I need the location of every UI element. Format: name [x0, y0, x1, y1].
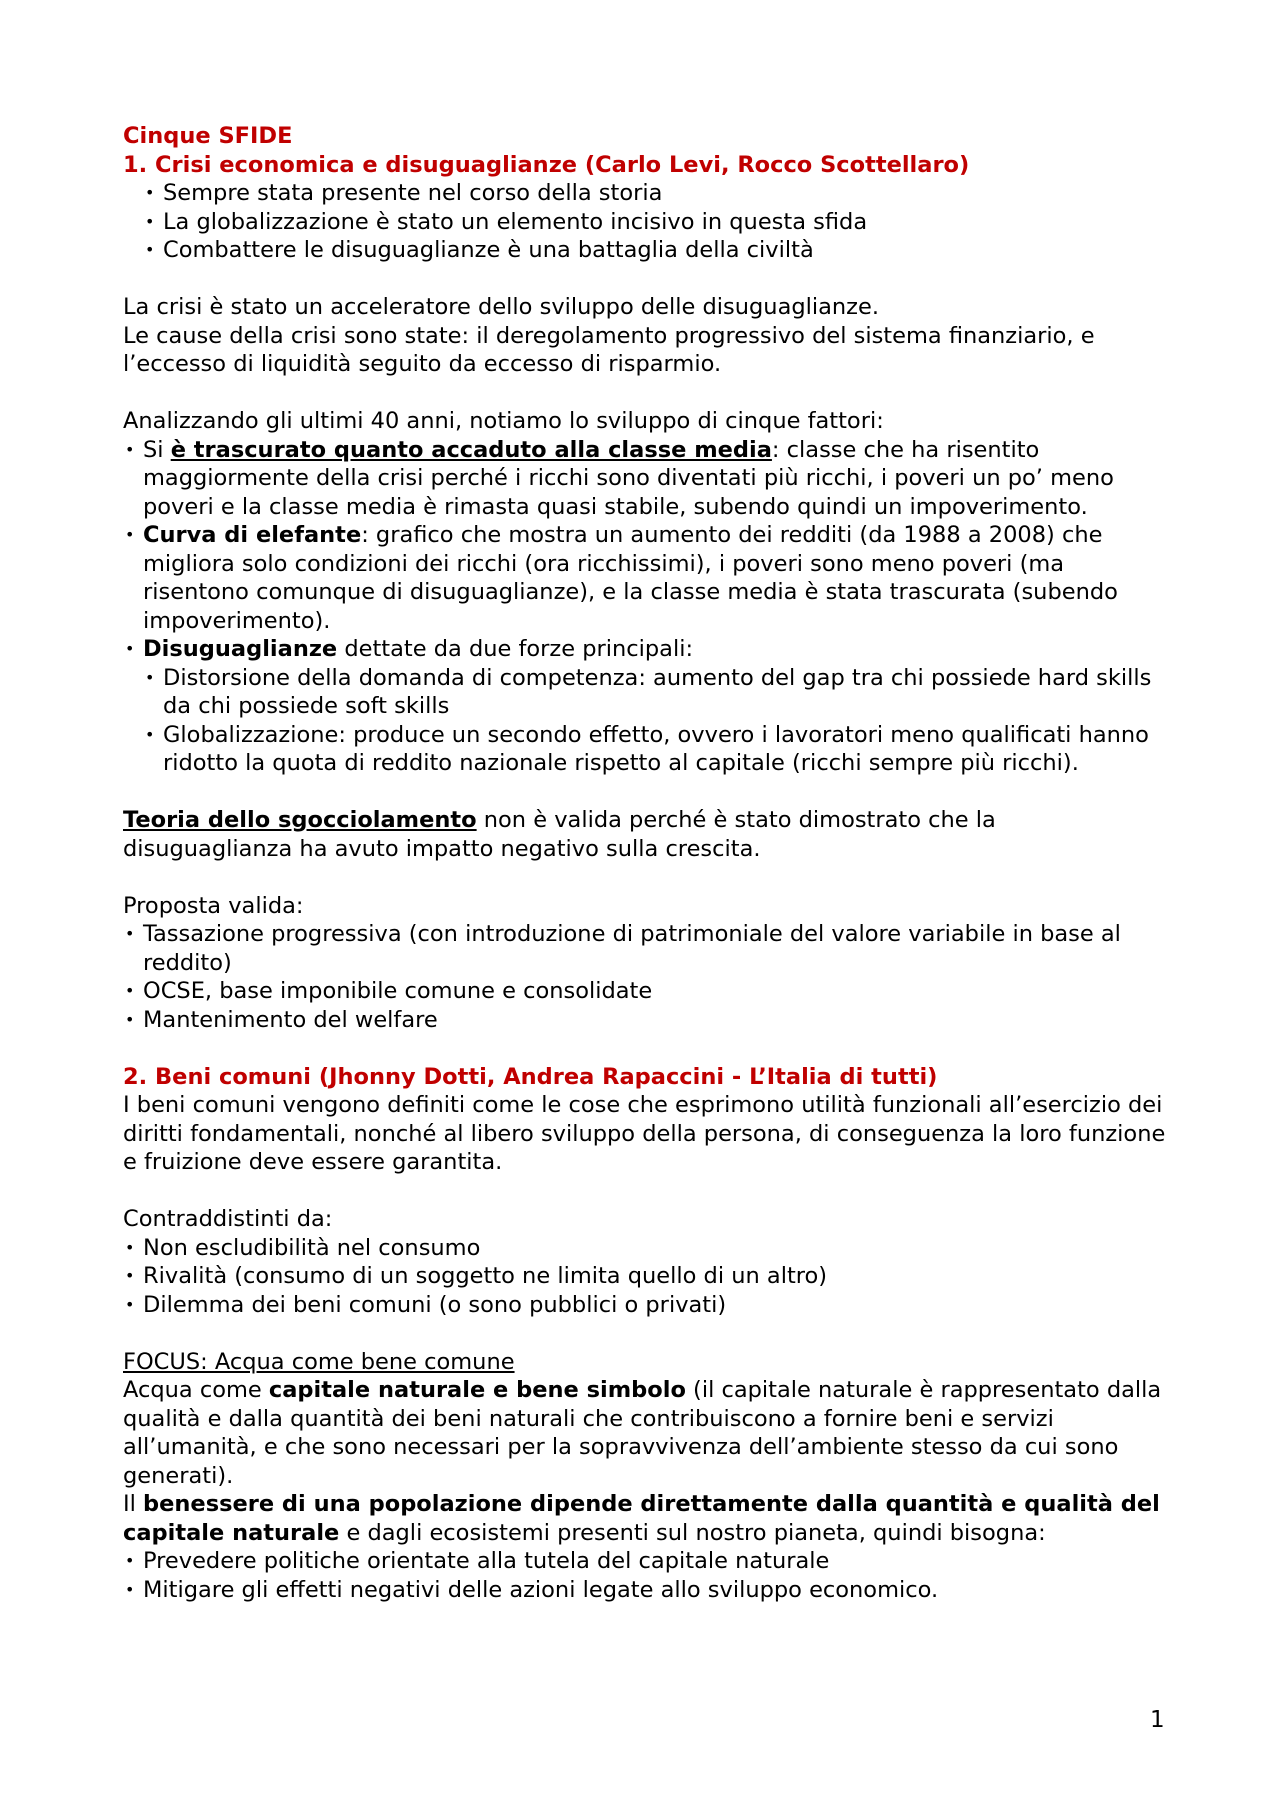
- actions-list: [123, 1547, 1168, 1604]
- proposal-label: Proposta valida:: [123, 892, 304, 919]
- section2-heading: 2. Beni comuni (Jhonny Dotti, Andrea Rapaccini - L’Italia di tutti): [123, 1063, 938, 1090]
- section1-heading: 1. Crisi economica e disuguaglianze (Carlo Levi, Rocco Scottellaro): [123, 151, 970, 178]
- list-item: • Rivalità (consumo di un soggetto ne limita quello di un altro): [123, 1262, 1168, 1291]
- list-item: • Globalizzazione: produce un secondo effetto, ovvero i lavoratori meno qualificati hanno ridotto la quota di reddito nazionale rispetto al capitale (ricchi sempre più ricchi).: [123, 721, 1168, 778]
- bold-term: capitale naturale e bene simbolo: [268, 1377, 686, 1403]
- page-number: 1: [1150, 1707, 1165, 1733]
- proposals-list: [123, 920, 1168, 1034]
- list-item: • Mantenimento del welfare: [123, 1006, 1168, 1035]
- focus-label: FOCUS: Acqua come bene comune: [123, 1348, 515, 1375]
- list-item: • OCSE, base imponibile comune e consolidate: [123, 977, 1168, 1006]
- paragraph-crisis-accelerator: La crisi è stato un acceleratore dello sviluppo delle disuguaglianze.: [123, 294, 879, 320]
- paragraph-water: Acqua come capitale naturale e bene simbolo (il capitale naturale è rappresentato dalla qualità e dalla quantità dei beni naturali che contribuiscono a fornire beni e servizi all’umanità, e che sono necessari per la sopravvivenza dell’ambiente stesso da cui sono generati).: [123, 1377, 1162, 1489]
- list-item: • Non escludibilità nel consumo: [123, 1234, 1168, 1263]
- paragraph-factors-intro: Analizzando gli ultimi 40 anni, notiamo lo sviluppo di cinque fattori:: [123, 408, 884, 434]
- bold-underlined-term: Teoria dello sgocciolamento: [123, 807, 477, 833]
- section1-intro-list: [123, 179, 1168, 265]
- list-item: • Sempre stata presente nel corso della storia: [123, 179, 1168, 208]
- list-item: • Tassazione progressiva (con introduzione di patrimoniale del valore variabile in base al reddito): [123, 920, 1168, 977]
- list-item: • Dilemma dei beni comuni (o sono pubblici o privati): [123, 1291, 1168, 1320]
- distinct-label: Contraddistinti da:: [123, 1206, 333, 1232]
- list-item: • Mitigare gli effetti negativi delle azioni legate allo sviluppo economico.: [123, 1576, 1168, 1605]
- paragraph-trickle-down: Teoria dello sgocciolamento non è valida perché è stato dimostrato che la disuguaglianza ha avuto impatto negativo sulla crescita.: [123, 807, 996, 862]
- paragraph-wellbeing: Il benessere di una popolazione dipende direttamente dalla quantità e qualità del capitale naturale e dagli ecosistemi presenti sul nostro pianeta, quindi bisogna:: [123, 1491, 1160, 1546]
- paragraph-crisis-causes: Le cause della crisi sono state: il deregolamento progressivo del sistema finanziario, e l’eccesso di liquidità seguito da eccesso di risparmio.: [123, 322, 1095, 377]
- list-item: • Curva di elefante: grafico che mostra un aumento dei redditi (da 1988 a 2008) che migliora solo condizioni dei ricchi (ora ricchissimi), i poveri sono meno poveri (ma risentono comunque di disuguaglianze), e la classe media è stata trascurata (subendo impoverimento).: [123, 521, 1168, 635]
- bold-term: Curva di elefante: [143, 522, 362, 548]
- list-item: • La globalizzazione è stato un elemento incisivo in questa sfida: [123, 208, 1168, 237]
- list-item: • Disuguaglianze dettate da due forze principali:: [123, 635, 1168, 664]
- list-item: • Prevedere politiche orientate alla tutela del capitale naturale: [123, 1547, 1168, 1576]
- bold-term: Disuguaglianze: [143, 636, 338, 662]
- list-item: • Si è trascurato quanto accaduto alla classe media: classe che ha risentito maggiormente della crisi perché i ricchi sono diventati più ricchi, i poveri un po’ meno poveri e la classe media è rimasta quasi stabile, subendo quindi un impoverimento.: [123, 436, 1168, 522]
- document-title: Cinque SFIDE: [123, 123, 293, 149]
- bold-term: benessere di una popolazione dipende direttamente dalla quantità e qualità del capitale naturale: [123, 1491, 1160, 1546]
- document-body: [123, 122, 1168, 1604]
- list-item: • Combattere le disuguaglianze è una battaglia della civiltà: [123, 236, 1168, 265]
- bold-underlined-term: è trascurato quanto accaduto alla classe media: [170, 436, 772, 463]
- list-item: • Distorsione della domanda di competenza: aumento del gap tra chi possiede hard skills da chi possiede soft skills: [123, 664, 1168, 721]
- paragraph-commons-definition: I beni comuni vengono definiti come le cose che esprimono utilità funzionali all’esercizio dei diritti fondamentali, nonché al libero sviluppo della persona, di conseguenza la loro funzione e fruizione deve essere garantita.: [123, 1092, 1166, 1175]
- distinct-list: [123, 1234, 1168, 1320]
- factors-list: [123, 436, 1168, 778]
